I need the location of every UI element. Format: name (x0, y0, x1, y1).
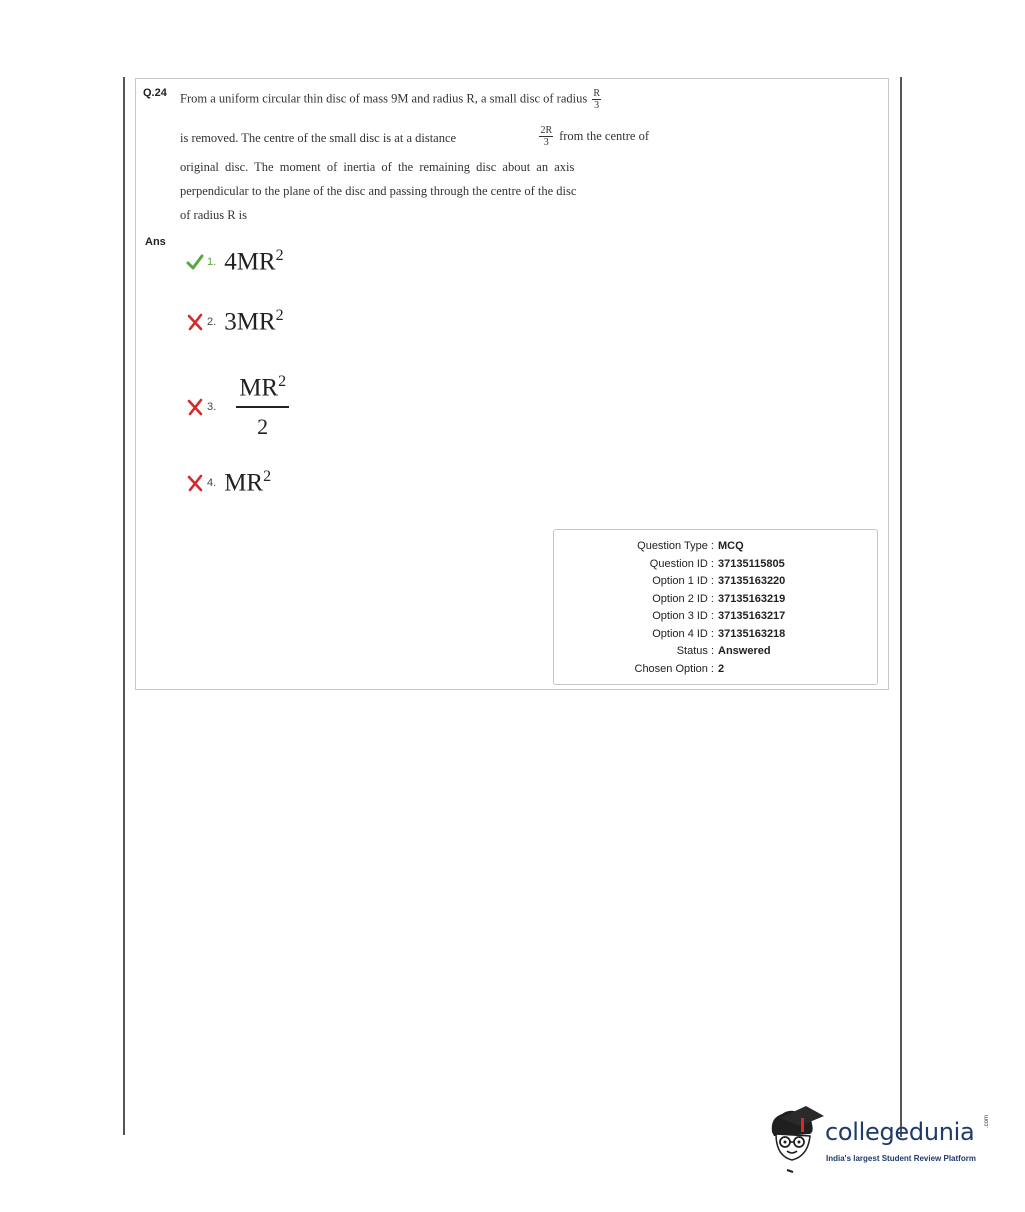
option-1-expression (224, 247, 283, 276)
info-value: Answered (718, 645, 771, 657)
info-value: 37135163218 (718, 628, 786, 640)
info-value: 37135115805 (718, 558, 785, 570)
info-row-chosen-option (554, 662, 877, 676)
fraction-2r-over-3 (539, 125, 553, 148)
info-value: 37135163217 (718, 610, 786, 622)
fraction-denominator: 3 (594, 100, 600, 111)
question-line-1 (180, 88, 652, 111)
option-1-number: 1. (207, 255, 217, 268)
option-3 (186, 373, 289, 440)
option-2-expression (224, 307, 283, 336)
logo-tagline: India's largest Student Review Platform (826, 1154, 976, 1163)
collegedunia-logo (766, 1104, 996, 1174)
info-key: Option 4 ID : (652, 628, 714, 640)
info-key: Option 3 ID : (652, 610, 714, 622)
option-2-number: 2. (207, 315, 217, 328)
option-4-number: 4. (207, 476, 217, 489)
option-2-base: 3MR (224, 308, 276, 336)
info-value: 2 (718, 663, 725, 675)
cross-icon (186, 313, 204, 331)
option-3-base: MR (239, 374, 279, 402)
question-line-5: of radius R is (180, 208, 248, 222)
info-key: Question ID : (649, 558, 714, 570)
question-info-panel (553, 529, 878, 685)
answer-label: Ans (145, 236, 166, 248)
option-3-numerator (236, 373, 289, 408)
question-number: Q.24 (143, 87, 167, 99)
info-row-question-id (554, 557, 877, 571)
info-key: Option 1 ID : (652, 575, 714, 587)
info-key: Status : (676, 645, 714, 657)
info-row-option-4-id (554, 627, 877, 641)
option-1-exponent: 2 (275, 247, 284, 264)
option-4-expression (224, 468, 271, 497)
option-3-exponent: 2 (278, 373, 287, 390)
info-key: Chosen Option : (634, 663, 714, 675)
info-key: Option 2 ID : (652, 593, 714, 605)
info-value: 37135163220 (718, 575, 786, 587)
question-line-2-text-b: from the centre of (559, 129, 649, 143)
info-row-question-type (554, 539, 877, 553)
fraction-numerator: R (593, 88, 601, 99)
check-icon (186, 253, 204, 271)
option-1 (186, 247, 284, 276)
info-row-status (554, 644, 877, 658)
question-line-2 (180, 125, 649, 148)
info-value: MCQ (718, 540, 744, 552)
info-row-option-2-id (554, 592, 877, 606)
option-2-exponent: 2 (275, 307, 284, 324)
logo-name: collegedunia (825, 1118, 975, 1146)
mascot-icon (766, 1104, 826, 1174)
info-key: Question Type : (637, 540, 714, 552)
logo-suffix: .com (984, 1114, 990, 1128)
option-3-number: 3. (207, 400, 217, 413)
question-line-4: perpendicular to the plane of the disc and passing through the centre of the disc (180, 184, 577, 198)
info-row-option-1-id (554, 574, 877, 588)
fraction-denominator: 3 (543, 137, 549, 148)
option-1-base: 4MR (224, 248, 276, 276)
option-2 (186, 307, 284, 336)
left-border-line (123, 77, 125, 1135)
option-3-denominator: 2 (257, 414, 269, 440)
question-line-3: original disc. The moment of inertia of the remaining disc about an axis (180, 160, 575, 174)
info-row-option-3-id (554, 609, 877, 623)
option-4 (186, 468, 271, 497)
question-line-1-text: From a uniform circular thin disc of mass 9M and radius R, a small disc of radius (180, 91, 588, 106)
option-4-base: MR (224, 469, 264, 497)
option-3-fraction (236, 373, 289, 440)
fraction-numerator: 2R (540, 125, 553, 136)
fraction-r-over-3 (592, 88, 601, 111)
info-value: 37135163219 (718, 593, 786, 605)
question-line-2-text-a: is removed. The centre of the small disc is at a distance (180, 131, 457, 145)
cross-icon (186, 398, 204, 416)
option-4-exponent: 2 (263, 468, 272, 485)
cross-icon (186, 474, 204, 492)
right-border-line (900, 77, 902, 1137)
